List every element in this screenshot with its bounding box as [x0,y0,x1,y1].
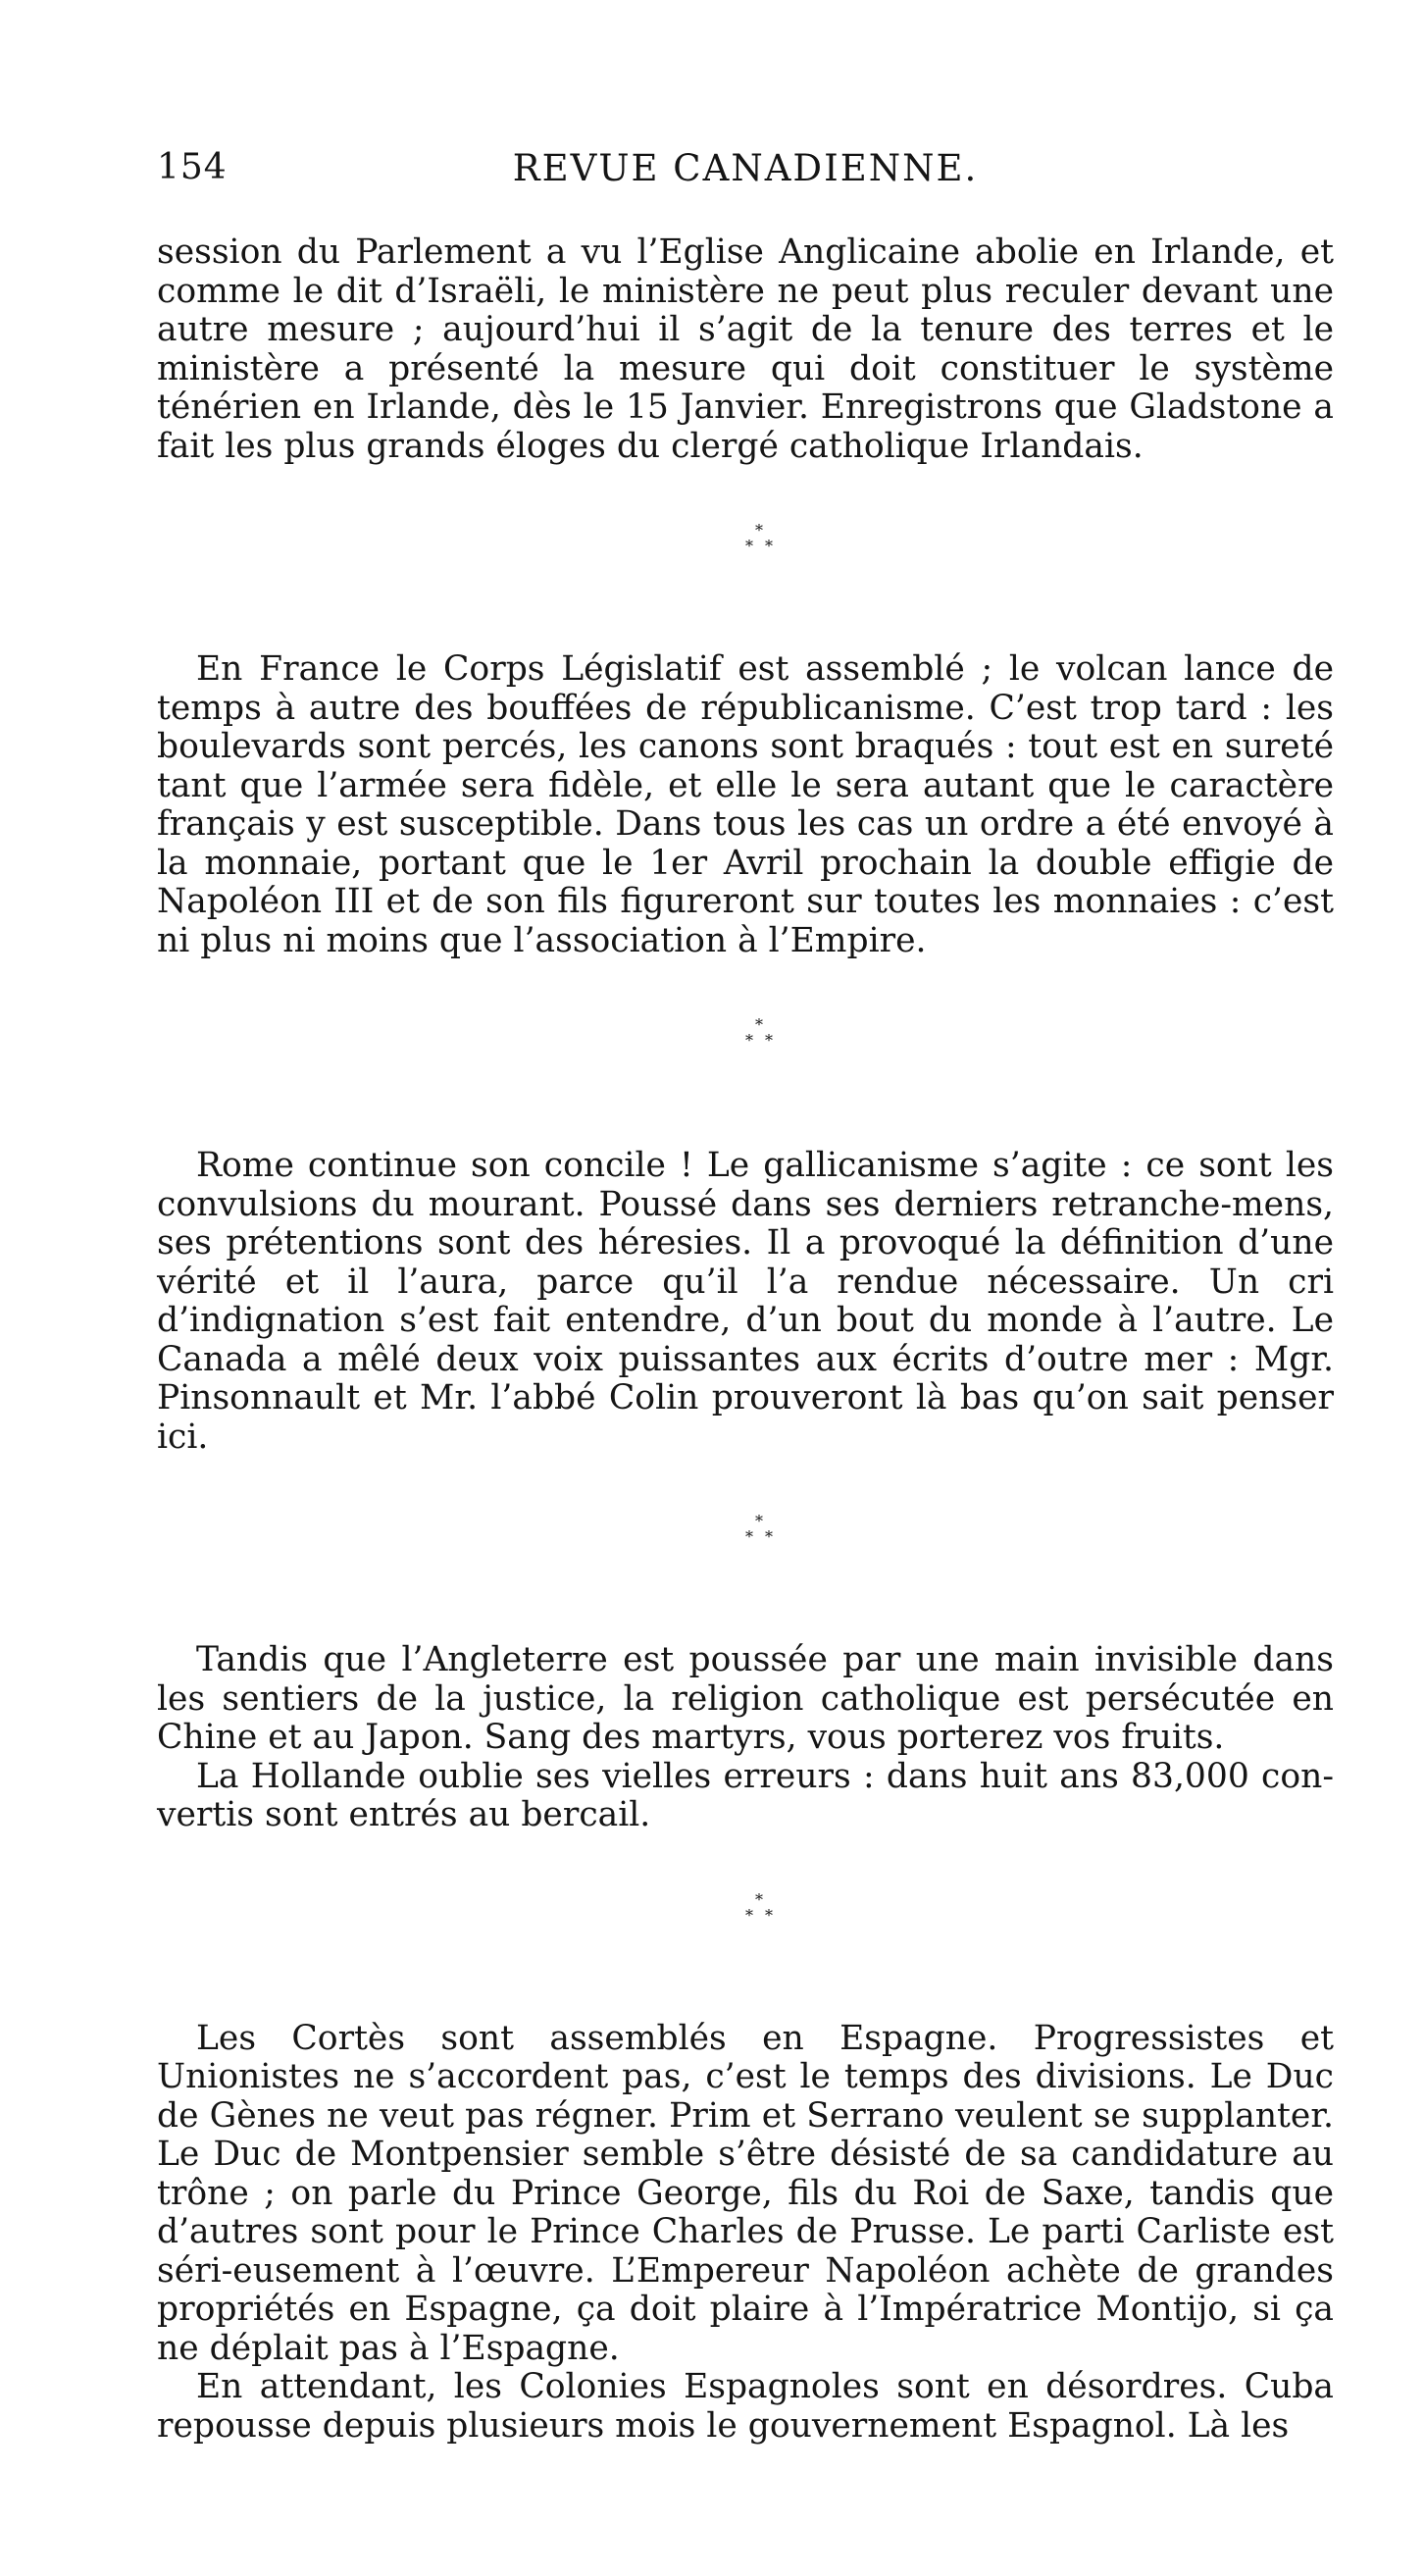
paragraph-3: Rome continue son concile ! Le gallicanisme s’agite : ce sont les convulsions du mourant. Poussé dans ses derniers retranche-mens, ses prétentions sont des héresies. Il a provoqué la définition d’une vérité et il l’aura, parce qu’il l’a rendue nécessaire. Un cri d’indignation s’est fait entendre, d’un bout du monde à l’autre. Le Canada a mêlé deux voix puissantes aux écrits d’outre mer : Mgr. Pinsonnault et Mr. l’abbé Colin prouveront là bas qu’on sait penser ici. [157,1146,1334,1457]
asterism-star-pair: ** [745,1527,785,1546]
paragraph-1: session du Parlement a vu l’Eglise Anglicaine abolie en Irlande, et comme le dit d’Israëli, le ministère ne peut plus reculer devant une autre mesure ; aujourd’hui il s’agit de la tenure des terres et le ministère a présenté la mesure qui doit constituer le système ténérien en Irlande, dès le 15 Janvier. Enregistrons que Gladstone a fait les plus grands éloges du clergé catholique Irlandais. [157,232,1334,466]
asterism-star: * [755,1015,763,1034]
asterism-star: * [755,1889,763,1909]
paragraph-7: En attendant, les Colonies Espagnoles sont en désordres. Cuba repousse depuis plusieurs mois le gouvernement Espagnol. Là les [157,2367,1334,2446]
asterism-star: * [755,1512,763,1530]
page-number: 154 [157,147,228,187]
section-separator [157,960,1334,1147]
asterism [157,1889,1334,1925]
asterism-star-pair: ** [745,1905,785,1925]
asterism [157,523,1334,554]
asterism [157,1017,1334,1049]
section-separator [157,466,1334,650]
section-separator [157,1457,1334,1641]
asterism-star: * [755,521,763,540]
paragraph-4: Tandis que l’Angleterre est poussée par une main invisible dans les sentiers de la justice, la religion catholique est persécutée en Chine et au Japon. Sang des martyrs, vous porterez vos fruits. [157,1640,1334,1757]
asterism-star-pair: ** [745,1031,785,1050]
asterism-star-pair: ** [745,537,785,555]
asterism [157,1514,1334,1545]
section-separator [157,1835,1334,2020]
article-body [157,233,1334,2446]
paragraph-6: Les Cortès sont assemblés en Espagne. Progressistes et Unionistes ne s’accordent pas, c’est le temps des divisions. Le Duc de Gènes ne veut pas régner. Prim et Serrano veulent se supplanter. Le Duc de Montpensier semble s’être désisté de sa candidature au trône ; on parle du Prince George, fils du Roi de Saxe, tandis que d’autres sont pour le Prince Charles de Prusse. Le parti Carliste est séri-eusement à l’œuvre. L’Empereur Napoléon achète de grandes propriétés en Espagne, ça doit plaire à l’Impératrice Montijo, si ça ne déplait pas à l’Espagne. [157,2018,1334,2368]
running-title: REVUE CANADIENNE. [512,147,979,189]
paragraph-5: La Hollande oublie ses vielles erreurs : dans huit ans 83,000 con-vertis sont entrés au bercail. [157,1756,1334,1834]
paragraph-2: En France le Corps Législatif est assemblé ; le volcan lance de temps à autre des bouffées de républicanisme. C’est trop tard : les boulevards sont percés, les canons sont braqués : tout est en sureté tant que l’armée sera fidèle, et elle le sera autant que le caractère français y est susceptible. Dans tous les cas un ordre a été envoyé à la monnaie, portant que le 1er Avril prochain la double effigie de Napoléon III et de son fils figureront sur toutes les monnaies : c’est ni plus ni moins que l’association à l’Empire. [157,649,1334,960]
page-header [157,147,1334,206]
